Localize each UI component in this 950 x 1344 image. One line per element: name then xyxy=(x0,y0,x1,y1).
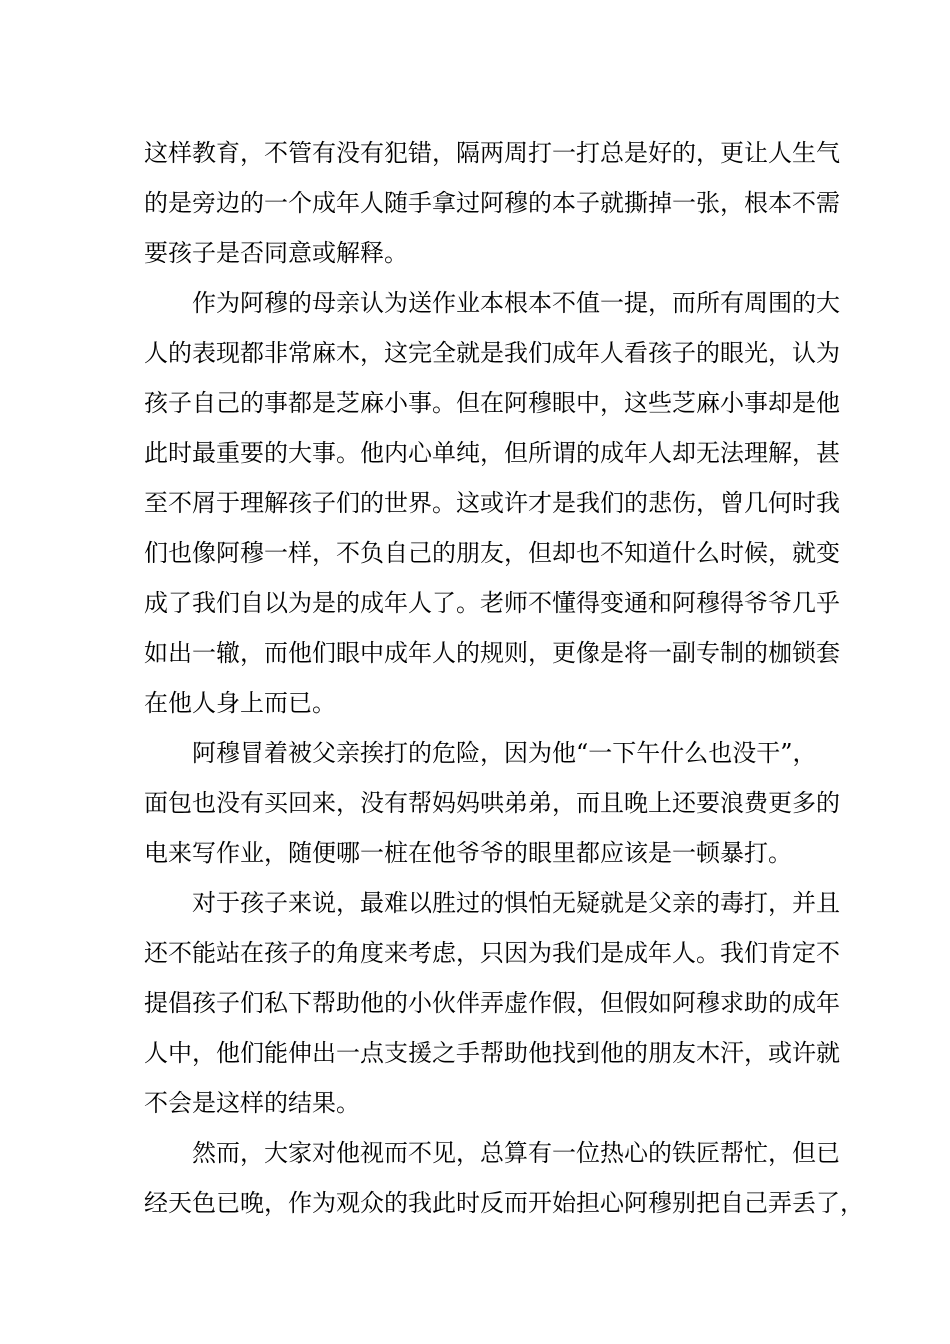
paragraph-2-line-8: 如出一辙，而他们眼中成年人的规则，更像是将一副专制的枷锁套 xyxy=(144,639,840,667)
paragraph-2-line-5: 至不屑于理解孩子们的世界。这或许才是我们的悲伤，曾几何时我 xyxy=(144,489,840,517)
paragraph-1-line-3: 要孩子是否同意或解释。 xyxy=(144,239,408,267)
essay-body xyxy=(144,128,864,1228)
paragraph-4-line-4: 人中，他们能伸出一点支援之手帮助他找到他的朋友木汗，或许就 xyxy=(144,1039,840,1067)
paragraph-2-line-9: 在他人身上而已。 xyxy=(144,689,336,717)
paragraph-3-line-3: 电来写作业，随便哪一桩在他爷爷的眼里都应该是一顿暴打。 xyxy=(144,839,792,867)
paragraph-2-line-3: 孩子自己的事都是芝麻小事。但在阿穆眼中，这些芝麻小事却是他 xyxy=(144,389,840,417)
paragraph-5-line-1: 然而，大家对他视而不见，总算有一位热心的铁匠帮忙，但已 xyxy=(192,1139,840,1167)
paragraph-4-line-1: 对于孩子来说，最难以胜过的惧怕无疑就是父亲的毒打，并且 xyxy=(192,889,840,917)
paragraph-2-line-6: 们也像阿穆一样，不负自己的朋友，但却也不知道什么时候，就变 xyxy=(144,539,840,567)
paragraph-3-line-2: 面包也没有买回来，没有帮妈妈哄弟弟，而且晚上还要浪费更多的 xyxy=(144,789,840,817)
paragraph-1-line-2: 的是旁边的一个成年人随手拿过阿穆的本子就撕掉一张，根本不需 xyxy=(144,189,840,217)
paragraph-2-line-2: 人的表现都非常麻木，这完全就是我们成年人看孩子的眼光，认为 xyxy=(144,339,840,367)
paragraph-4-line-2: 还不能站在孩子的角度来考虑，只因为我们是成年人。我们肯定不 xyxy=(144,939,840,967)
paragraph-2-line-7: 成了我们自以为是的成年人了。老师不懂得变通和阿穆得爷爷几乎 xyxy=(144,589,840,617)
paragraph-4-line-5: 不会是这样的结果。 xyxy=(144,1089,360,1117)
paragraph-3-line-1: 阿穆冒着被父亲挨打的危险，因为他“一下午什么也没干”， xyxy=(192,739,817,767)
paragraph-5-line-2: 经天色已晚，作为观众的我此时反而开始担心阿穆别把自己弄丢了， xyxy=(144,1189,864,1217)
paragraph-2-line-1: 作为阿穆的母亲认为送作业本根本不值一提，而所有周围的大 xyxy=(192,289,840,317)
paragraph-1-line-1: 这样教育，不管有没有犯错，隔两周打一打总是好的，更让人生气 xyxy=(144,139,840,167)
paragraph-4-line-3: 提倡孩子们私下帮助他的小伙伴弄虚作假，但假如阿穆求助的成年 xyxy=(144,989,840,1017)
paragraph-2-line-4: 此时最重要的大事。他内心单纯，但所谓的成年人却无法理解，甚 xyxy=(144,439,840,467)
